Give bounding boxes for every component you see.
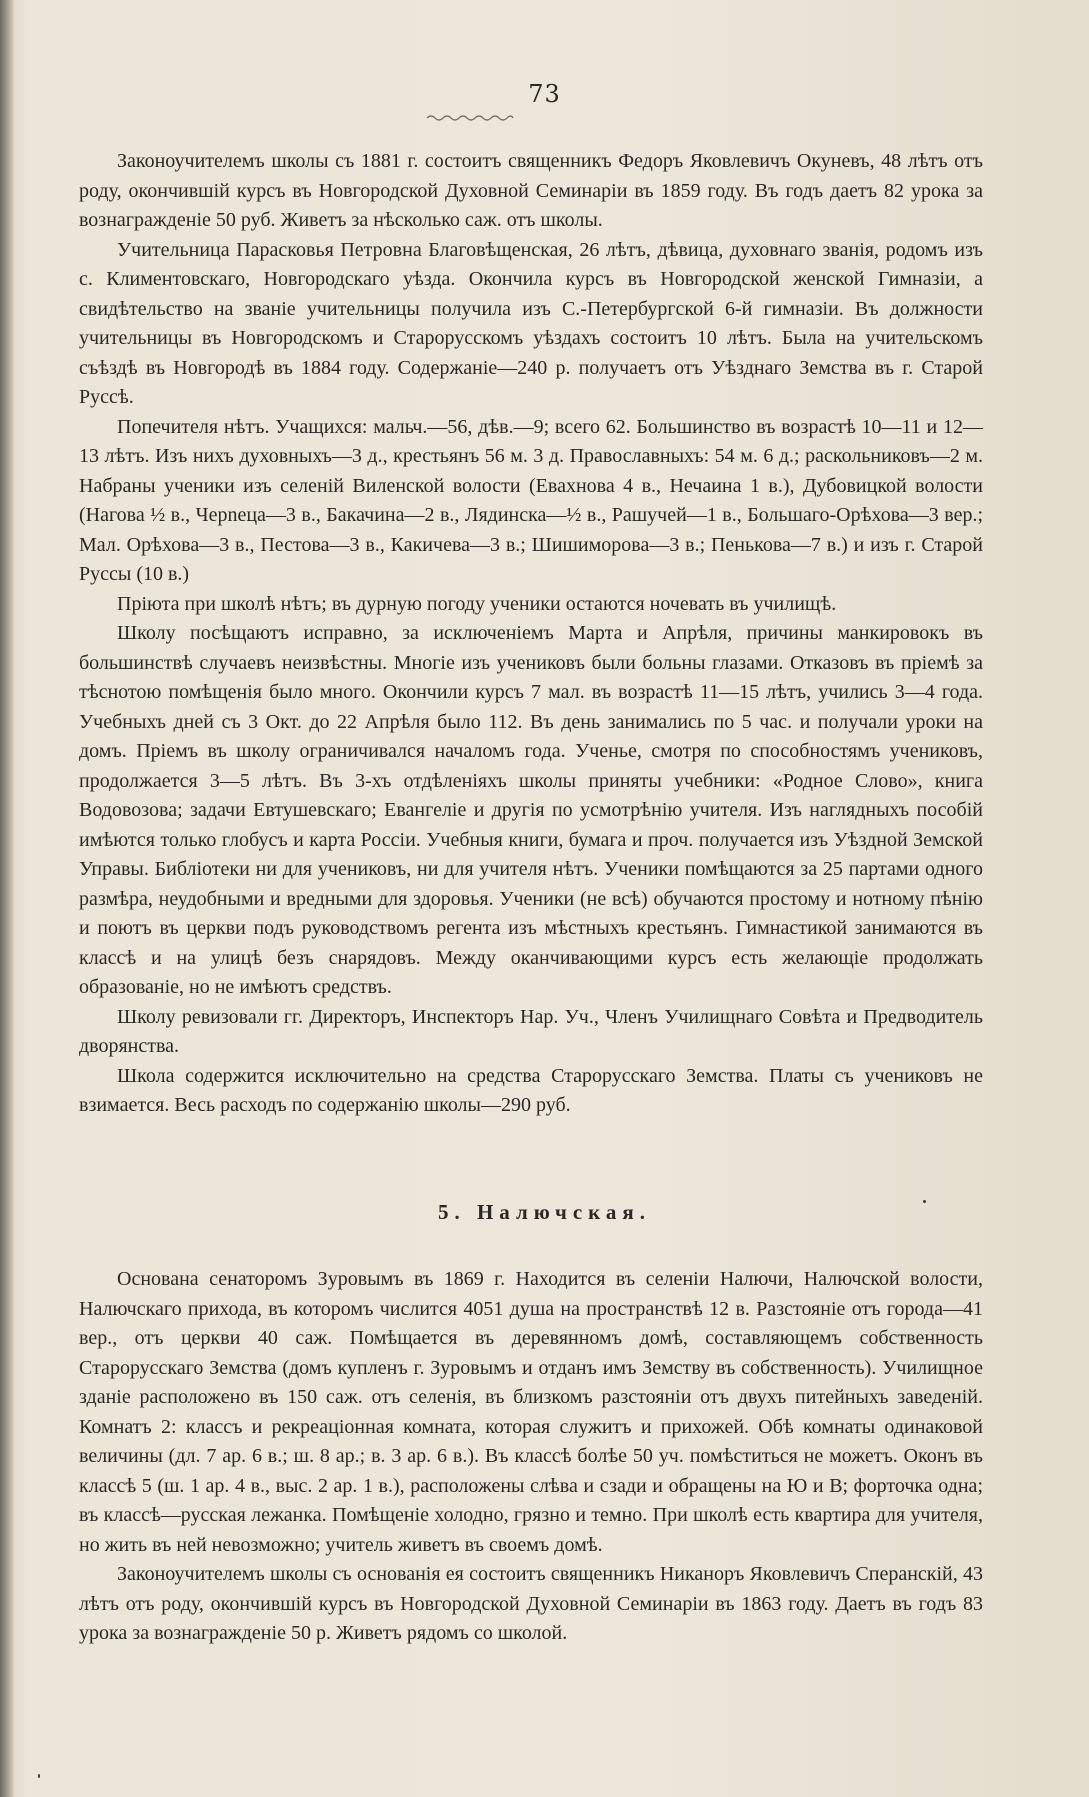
ink-speck — [923, 1200, 926, 1203]
ink-speck — [38, 1774, 40, 1778]
section-heading: 5. Налючская. — [437, 1200, 652, 1224]
page-binding-edge — [0, 0, 14, 1797]
paragraph-pupils: Попечителя нѣтъ. Учащихся: мальч.—56, дѣв.—9; всего 62. Большинство въ возрастѣ 10—11 и 12—13 лѣтъ. Изъ нихъ духовныхъ—3 д., крестьянъ 56 м. 3 д. Православныхъ: 54 м. 6 д.; раскольниковъ—2 м. Набраны ученики изъ селеній Виленской волости (Евахнова 4 в., Нечаина 1 в.), Дубовицкой волости (Нагова ½ в., Черneца—3 в., Бакачина—2 в., Лядинска—½ в., Рашучей—1 в., Большаго-Орѣхова—3 вер.; Мал. Орѣхова—3 в., Пестова—3 в., Какичева—3 в.; Шишиморова—3 в.; Пенькова—7 в.) и изъ г. Старой Руссы (10 в.) — [79, 415, 983, 585]
paragraph-funding: Школа содержится исключительно на средства Старорусскаго Земства. Платы съ учениковъ не взимается. Весь расходъ по содержанію школы—290 руб. — [79, 1064, 983, 1116]
page-number: 73 — [528, 80, 561, 108]
paragraph-law-teacher-second: Законоучителемъ школы съ основанія ея состоитъ священникъ Никаноръ Яковлевичъ Сперанскій, 43 лѣтъ отъ роду, окончившій курсъ въ Новгородской Духовной Семинаріи въ 1863 году. Даетъ въ годъ 83 урока за вознагражденіе 50 р. Живетъ рядомъ со школой. — [79, 1563, 983, 1644]
school-description-continued — [79, 147, 983, 1121]
paragraph-founding: Основана сенаторомъ Зуровымъ въ 1869 г. Находится въ селеніи Налючи, Налючской волости, Налючскаго прихода, въ которомъ числится 4051 душа на пространствѣ 12 в. Разстояніе отъ города—41 вер., отъ церкви 40 саж. Помѣщается въ деревянномъ домѣ, составляющемъ собственность Старорусскаго Земства (домъ купленъ г. Зуровымъ и отданъ имъ Земству въ собственность). Училищное зданіе расположено въ 150 саж. отъ селенія, въ близкомъ разстояніи отъ двухъ питейныхъ заведеній. Комнатъ 2: классъ и рекреаціонная комната, которая служитъ и прихожей. Обѣ комнаты одинаковой величины (дл. 7 ар. 6 в.; ш. 8 ар.; в. 3 ар. 6 в.). Въ классѣ болѣе 50 уч. помѣститься не можетъ. Оконъ въ классѣ 5 (ш. 1 ар. 4 в., выс. 2 ар. 1 в.), расположены слѣва и сзади и обращены на Ю и В; форточка одна; въ классѣ—русская лежанка. Помѣщеніе холодно, грязно и темно. При школѣ есть квартира для учителя, но жить въ ней невозможно; учитель живетъ въ своемъ домѣ. — [79, 1268, 983, 1556]
paragraph-attendance: Школу посѣщаютъ исправно, за исключеніемъ Марта и Апрѣля, причины манкировокъ въ большинствѣ случаевъ неизвѣстны. Многіе изъ учениковъ были больны глазами. Отказовъ въ пріемѣ за тѣснотою помѣщенія было много. Окончили курсъ 7 мал. въ возрастѣ 11—15 лѣтъ, учились 3—4 года. Учебныхъ дней съ 3 Окт. до 22 Апрѣля было 112. Въ день занимались по 5 час. и получали уроки на домъ. Пріемъ въ школу ограничивался началомъ года. Ученье, смотря по способностямъ учениковъ, продолжается 3—5 лѣтъ. Въ 3-хъ отдѣленіяхъ школы приняты учебники: «Родное Слово», книга Водовозова; задачи Евтушевскаго; Евангеліе и другія по усмотрѣнію учителя. Изъ наглядныхъ пособій имѣются только глобусъ и карта Россіи. Учебныя книги, бумага и проч. получается изъ Уѣздной Земской Управы. Библіотеки ни для учениковъ, ни для учителя нѣтъ. Ученики помѣщаются за 25 партами одного размѣра, неудобными и вредными для здоровья. Ученики (не всѣ) обучаются простому и нотному пѣнію и поютъ въ церкви подъ руководствомъ регента изъ мѣстныхъ крестьянъ. Гимнастикой занимаются въ классѣ и на улицѣ безъ снарядовъ. Между оканчивающими курсъ есть желающіе продолжать образованіе, но не имѣютъ средствъ. — [79, 622, 983, 998]
wavy-rule-ornament — [425, 112, 515, 122]
paragraph-law-teacher: Законоучителемъ школы съ 1881 г. состоитъ священникъ Федоръ Яковлевичъ Окуневъ, 48 лѣтъ отъ роду, окончившій курсъ въ Новгородской Духовной Семинаріи въ 1859 году. Въ годъ даетъ 82 урока за вознагражденіе 50 руб. Живетъ за нѣсколько саж. отъ школы. — [79, 150, 983, 231]
paragraph-inspection: Школу ревизовали гг. Директоръ, Инспекторъ Нар. Уч., Членъ Училищнаго Совѣта и Предводитель дворянства. — [79, 1005, 983, 1057]
paragraph-shelter: Пріюта при школѣ нѣтъ; въ дурную погоду ученики остаются ночевать въ училищѣ. — [117, 592, 837, 615]
school-description-naluchi — [79, 1265, 983, 1649]
paragraph-teacher: Учительница Парасковья Петровна Благовѣщенская, 26 лѣтъ, дѣвица, духовнаго званія, родомъ изъ с. Климентовскаго, Новгородскаго уѣзда. Окончила курсъ въ Новгородской женской Гимназіи, а свидѣтельство на званіе учительницы получила изъ С.-Петербургской 6-й гимназіи. Въ должности учительницы въ Новгородскомъ и Старорусскомъ уѣздахъ состоитъ 10 лѣтъ. Была на учительскомъ съѣздѣ въ Новгородѣ въ 1884 году. Содержаніе—240 р. получаетъ отъ Уѣзднаго Земства въ г. Старой Руссѣ. — [79, 238, 983, 408]
